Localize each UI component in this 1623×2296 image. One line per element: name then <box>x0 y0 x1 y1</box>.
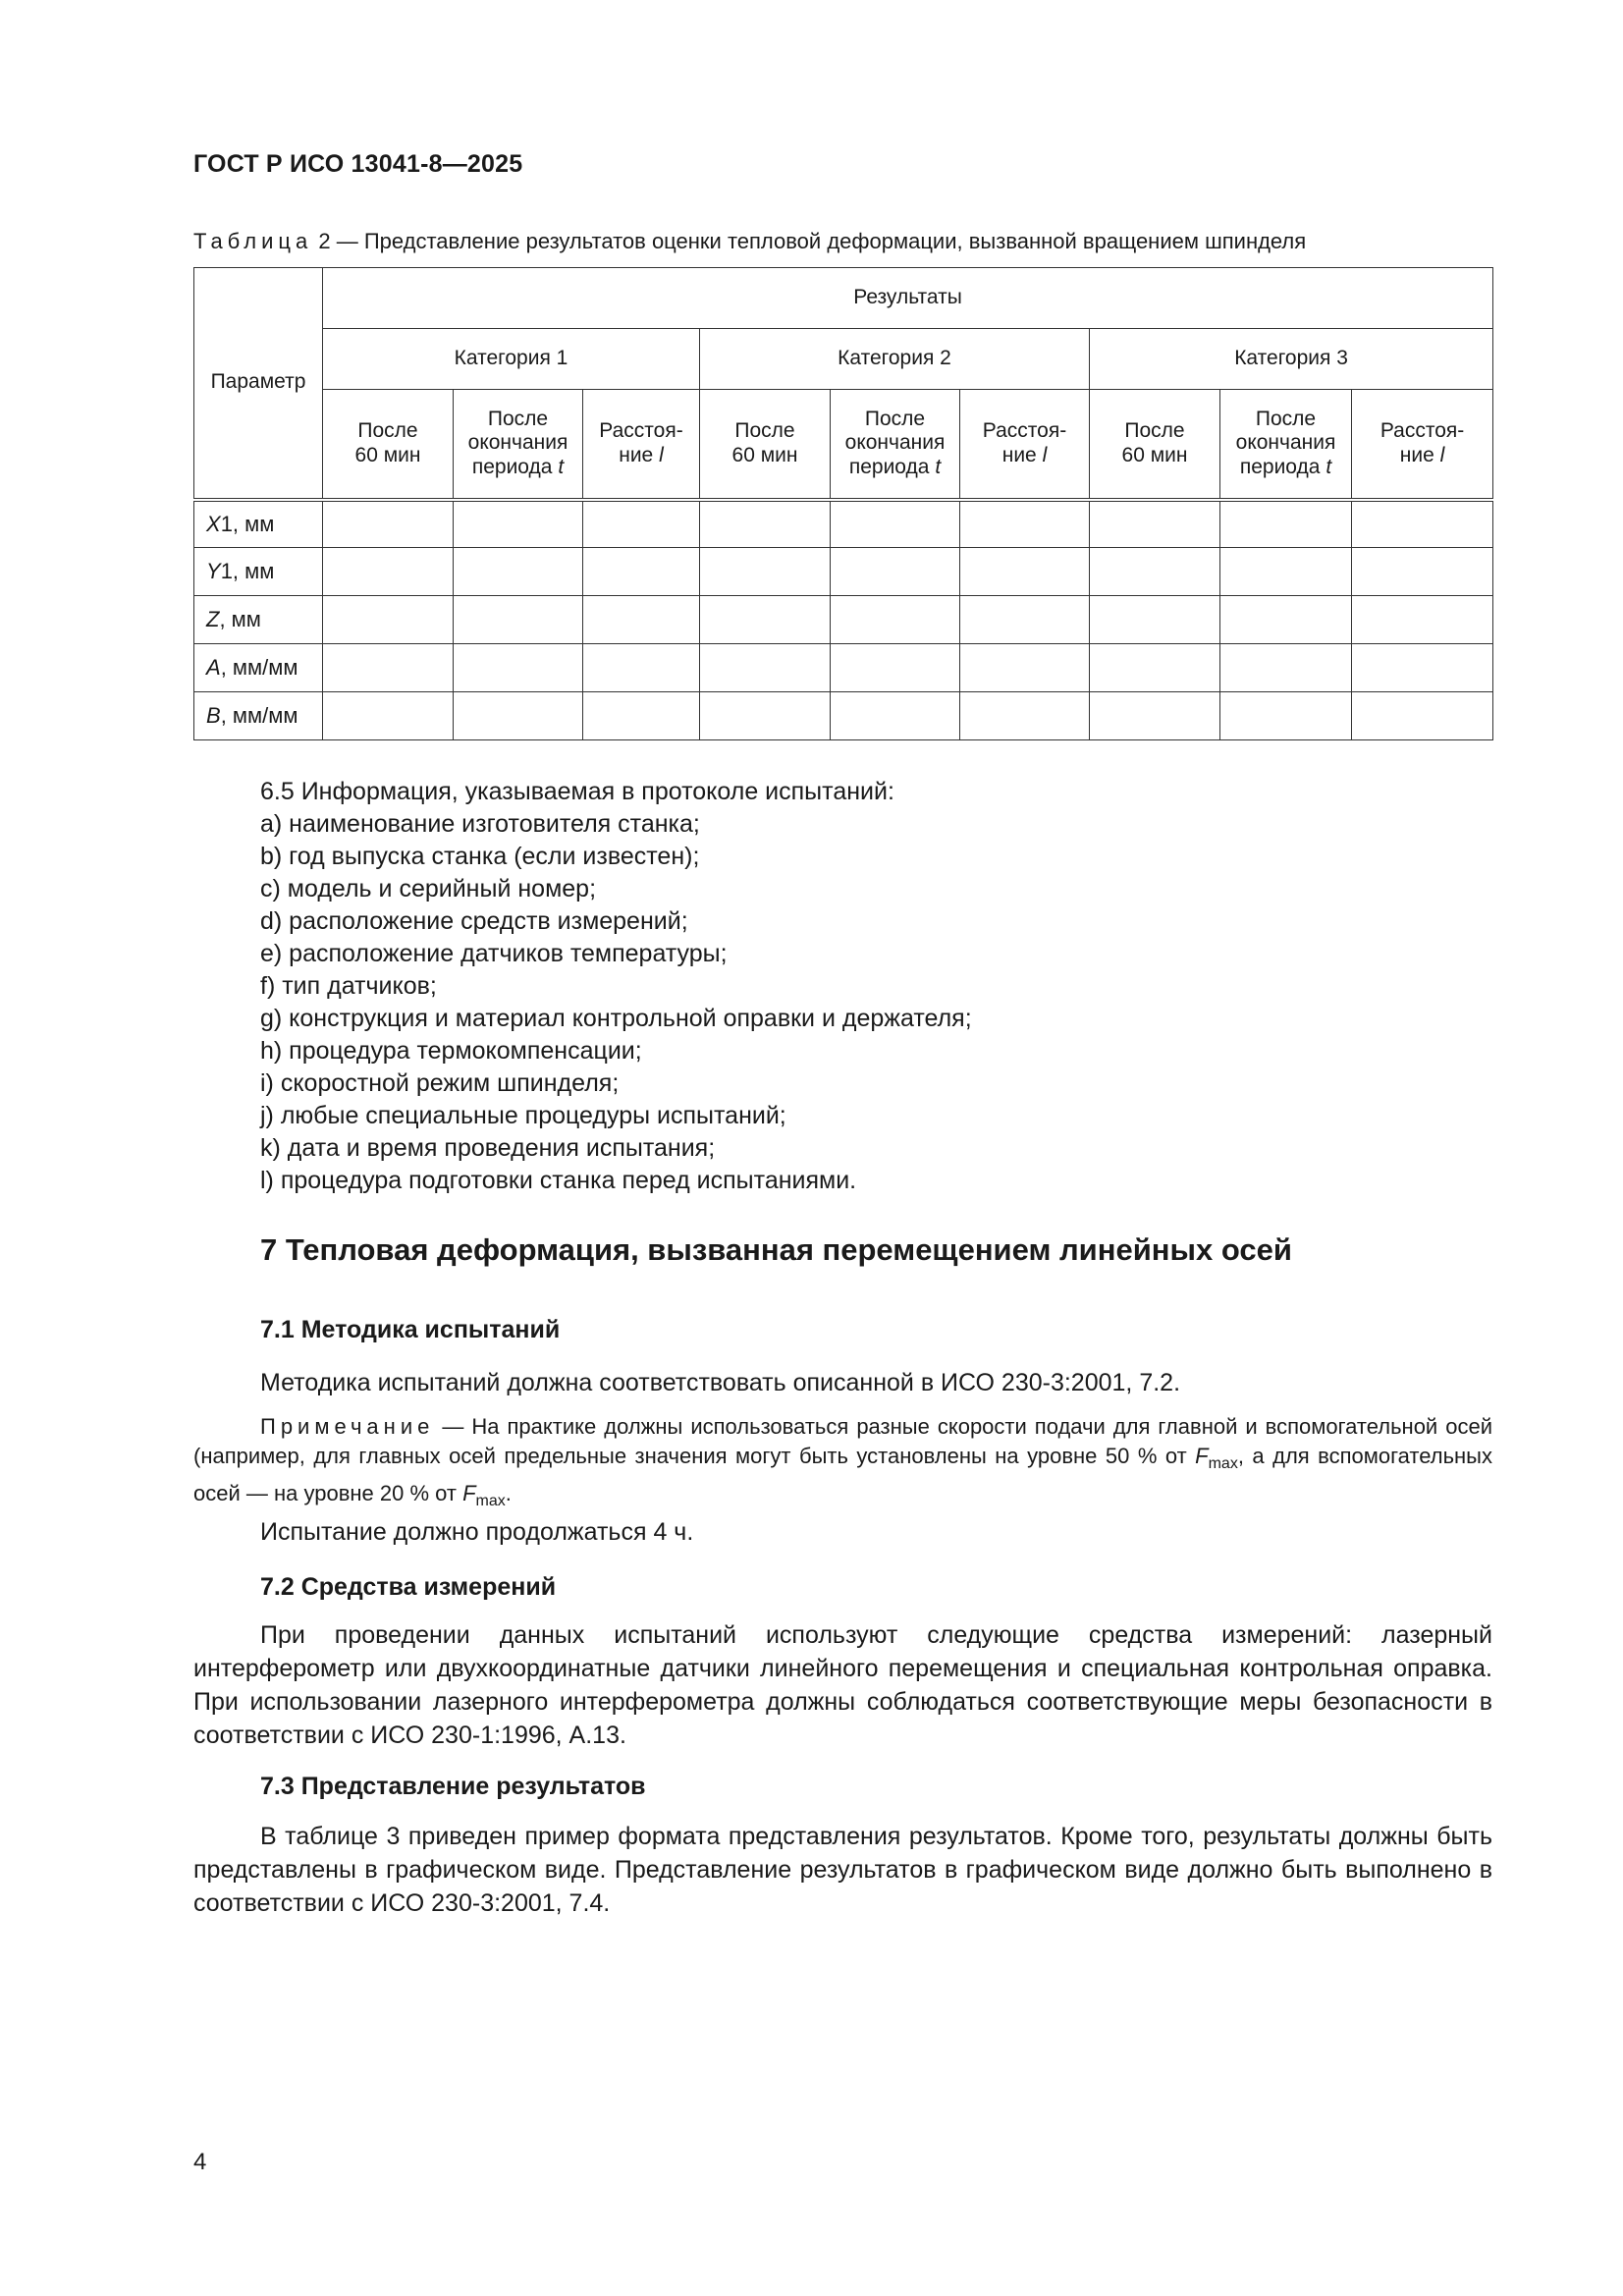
table-cell <box>700 548 831 596</box>
note-text-3: . <box>505 1481 512 1505</box>
table-cell <box>1220 596 1352 644</box>
table-cell <box>323 692 454 740</box>
table-cell <box>583 596 700 644</box>
subheader-after-period-line2: окончания <box>1235 431 1336 455</box>
param-x1 <box>194 500 323 548</box>
param-var: Z <box>206 607 220 632</box>
section-7-2-text: При проведении данных испытаний используют следующие средства измерений: лазерный интерферометр или двухкоординатные датчики линейного перемещения и специальная контрольная оправка. При использовании лазерного интерферометра должны соблюдаться соответствующие меры безопасности в соответствии с ИСО 230-1:1996, А.13. <box>193 1621 1492 1749</box>
table-cell <box>700 596 831 644</box>
table-cell <box>960 644 1090 692</box>
table-cell <box>960 596 1090 644</box>
subheader-after-60-line2: 60 мин <box>1121 443 1188 466</box>
subheader-after-period <box>831 390 960 500</box>
param-unit: , мм/мм <box>220 703 298 729</box>
table-cell <box>1220 692 1352 740</box>
table-cell <box>323 548 454 596</box>
document-header: ГОСТ Р ИСО 13041-8—2025 <box>193 150 523 178</box>
list-item: g) конструкция и материал контрольной оправки и держателя; <box>260 1005 972 1032</box>
subheader-distance <box>583 390 700 500</box>
list-item: j) любые специальные процедуры испытаний; <box>260 1102 786 1129</box>
param-b <box>194 692 323 740</box>
table-cell <box>1352 500 1493 548</box>
section-7-1-text: Методика испытаний должна соответствовать описанной в ИСО 230-3:2001, 7.2. <box>260 1369 1181 1396</box>
table-cell <box>1352 692 1493 740</box>
table-cell <box>1090 548 1220 596</box>
subheader-distance <box>1352 390 1493 500</box>
note-f-sub: max <box>1208 1455 1238 1472</box>
subheader-distance <box>960 390 1090 500</box>
param-unit: , мм/мм <box>220 655 298 681</box>
table-cell <box>831 596 960 644</box>
note-block <box>193 1412 1492 1516</box>
list-item: a) наименование изготовителя станка; <box>260 810 700 838</box>
subheader-after-60-line2: 60 мин <box>731 443 798 466</box>
subheader-after-period-line3: периода <box>1239 456 1321 479</box>
section-7-1-title: 7.1 Методика испытаний <box>260 1316 561 1343</box>
param-y1 <box>194 548 323 596</box>
table-cell <box>1220 500 1352 548</box>
subheader-after-period-line3: периода <box>471 456 553 479</box>
section-7-1-text-2: Испытание должно продолжаться 4 ч. <box>260 1518 694 1546</box>
list-item: f) тип датчиков; <box>260 972 437 1000</box>
note-text-1: — На практике должны использоваться разные скорости подачи для главной и вспомогательной осей (например, для главных осей предельные значения могут быть установлены на уровне 50 % от <box>193 1414 1492 1468</box>
section-7-3-text: В таблице 3 приведен пример формата представления результатов. Кроме того, результаты должны быть представлены в графическом виде. Представление результатов в графическом виде должно быть выполнено в соответствии с ИСО 230-3:2001, 7.4. <box>193 1823 1492 1917</box>
category-2-header: Категория 2 <box>700 329 1090 390</box>
table-cell <box>831 500 960 548</box>
table-cell <box>1352 596 1493 644</box>
table-row-z <box>194 596 1493 644</box>
subheader-distance-line2: ние <box>619 443 654 466</box>
subheader-after-60-line1: После <box>1124 418 1185 442</box>
table-cell <box>583 500 700 548</box>
table-cell <box>454 644 583 692</box>
table-cell <box>831 692 960 740</box>
note-f-var-2: F <box>462 1481 476 1505</box>
param-a <box>194 644 323 692</box>
table-cell <box>583 644 700 692</box>
category-1-header: Категория 1 <box>323 329 700 390</box>
table-row-x1 <box>194 500 1493 548</box>
param-var: B <box>206 703 221 729</box>
table-cell <box>831 644 960 692</box>
subheader-after-60 <box>1090 390 1220 500</box>
subheader-distance-line2: ние <box>1399 443 1434 466</box>
table-row-b <box>194 692 1493 740</box>
subheader-after-period-line2: окончания <box>467 431 568 455</box>
table-cell <box>960 692 1090 740</box>
param-unit: 1, мм <box>220 559 275 584</box>
list-item: b) год выпуска станка (если известен); <box>260 843 700 870</box>
section-7-title: 7 Тепловая деформация, вызванная перемещением линейных осей <box>260 1232 1292 1267</box>
note-text-2: , а для вспомогательных осей — на уровне 20 % от <box>193 1444 1492 1505</box>
table-cell <box>700 500 831 548</box>
subheader-distance-var: l <box>1042 443 1048 466</box>
note-f-var: F <box>1195 1444 1209 1468</box>
page-number: 4 <box>193 2149 207 2175</box>
subheader-after-period-line1: После <box>1255 407 1317 430</box>
table-cell <box>700 644 831 692</box>
subheader-after-period-line3: периода <box>848 456 930 479</box>
subheader-distance-var: l <box>659 443 664 466</box>
section-6-5-intro: 6.5 Информация, указываемая в протоколе испытаний: <box>260 778 894 805</box>
list-item: c) модель и серийный номер; <box>260 875 597 902</box>
section-7-2-para <box>193 1618 1492 1752</box>
note-f-sub-2: max <box>475 1493 506 1509</box>
subheader-after-period-line1: После <box>864 407 926 430</box>
table-caption-label: Таблица <box>193 229 313 253</box>
table-cell <box>960 500 1090 548</box>
param-header: Параметр <box>194 268 323 500</box>
subheader-distance-line2: ние <box>1001 443 1037 466</box>
table-cell <box>583 692 700 740</box>
section-7-2-title: 7.2 Средства измерений <box>260 1573 557 1601</box>
results-table <box>193 267 1493 740</box>
table-cell <box>454 548 583 596</box>
section-7-3-para <box>193 1820 1492 1920</box>
table-cell <box>323 500 454 548</box>
table-cell <box>323 644 454 692</box>
table-cell <box>1090 692 1220 740</box>
param-var: Y <box>206 559 221 584</box>
list-item: i) скоростной режим шпинделя; <box>260 1069 620 1097</box>
table-cell <box>1352 644 1493 692</box>
subheader-after-60 <box>323 390 454 500</box>
section-6-5 <box>193 776 1492 1197</box>
subheader-after-period-line1: После <box>487 407 549 430</box>
note-label: Примечание <box>260 1414 435 1439</box>
list-item: l) процедура подготовки станка перед испытаниями. <box>260 1167 857 1194</box>
table-caption <box>193 229 1489 254</box>
subheader-after-period-var: t <box>558 456 565 479</box>
subheader-distance-line1: Расстоя- <box>1380 418 1465 442</box>
param-var: A <box>206 655 221 681</box>
table-row-a <box>194 644 1493 692</box>
param-unit: , мм <box>219 607 261 632</box>
subheader-after-period <box>454 390 583 500</box>
table-row-y1 <box>194 548 1493 596</box>
table-cell <box>454 596 583 644</box>
subheader-after-period <box>1220 390 1352 500</box>
table-cell <box>831 548 960 596</box>
category-3-header: Категория 3 <box>1090 329 1493 390</box>
subheader-after-period-var: t <box>935 456 942 479</box>
subheader-distance-line1: Расстоя- <box>982 418 1067 442</box>
table-cell <box>583 548 700 596</box>
table-cell <box>323 596 454 644</box>
table-cell <box>700 692 831 740</box>
param-var: X <box>206 511 221 536</box>
table-cell <box>454 500 583 548</box>
param-z <box>194 596 323 644</box>
subheader-after-period-var: t <box>1325 456 1332 479</box>
table-cell <box>1090 500 1220 548</box>
section-7-1-para <box>193 1366 1492 1399</box>
table-cell <box>454 692 583 740</box>
param-unit: 1, мм <box>220 511 275 536</box>
section-7-1-para2 <box>193 1515 1492 1549</box>
list-item: d) расположение средств измерений; <box>260 907 688 935</box>
list-item: k) дата и время проведения испытания; <box>260 1134 716 1162</box>
subheader-after-period-line2: окончания <box>844 431 946 455</box>
subheader-after-60-line2: 60 мин <box>354 443 421 466</box>
subheader-distance-var: l <box>1439 443 1445 466</box>
list-item: e) расположение датчиков температуры; <box>260 940 728 967</box>
results-header: Результаты <box>323 268 1493 329</box>
subheader-distance-line1: Расстоя- <box>599 418 683 442</box>
table-caption-text: 2 — Представление результатов оценки тепловой деформации, вызванной вращением шпинделя <box>312 229 1307 253</box>
list-item: h) процедура термокомпенсации; <box>260 1037 642 1065</box>
subheader-after-60-line1: После <box>734 418 795 442</box>
table-cell <box>1352 548 1493 596</box>
table-cell <box>1220 548 1352 596</box>
table-cell <box>1090 644 1220 692</box>
section-7-3-title: 7.3 Представление результатов <box>260 1773 646 1800</box>
table-cell <box>1220 644 1352 692</box>
table-cell <box>1090 596 1220 644</box>
table-cell <box>960 548 1090 596</box>
subheader-after-60-line1: После <box>357 418 418 442</box>
subheader-after-60 <box>700 390 831 500</box>
